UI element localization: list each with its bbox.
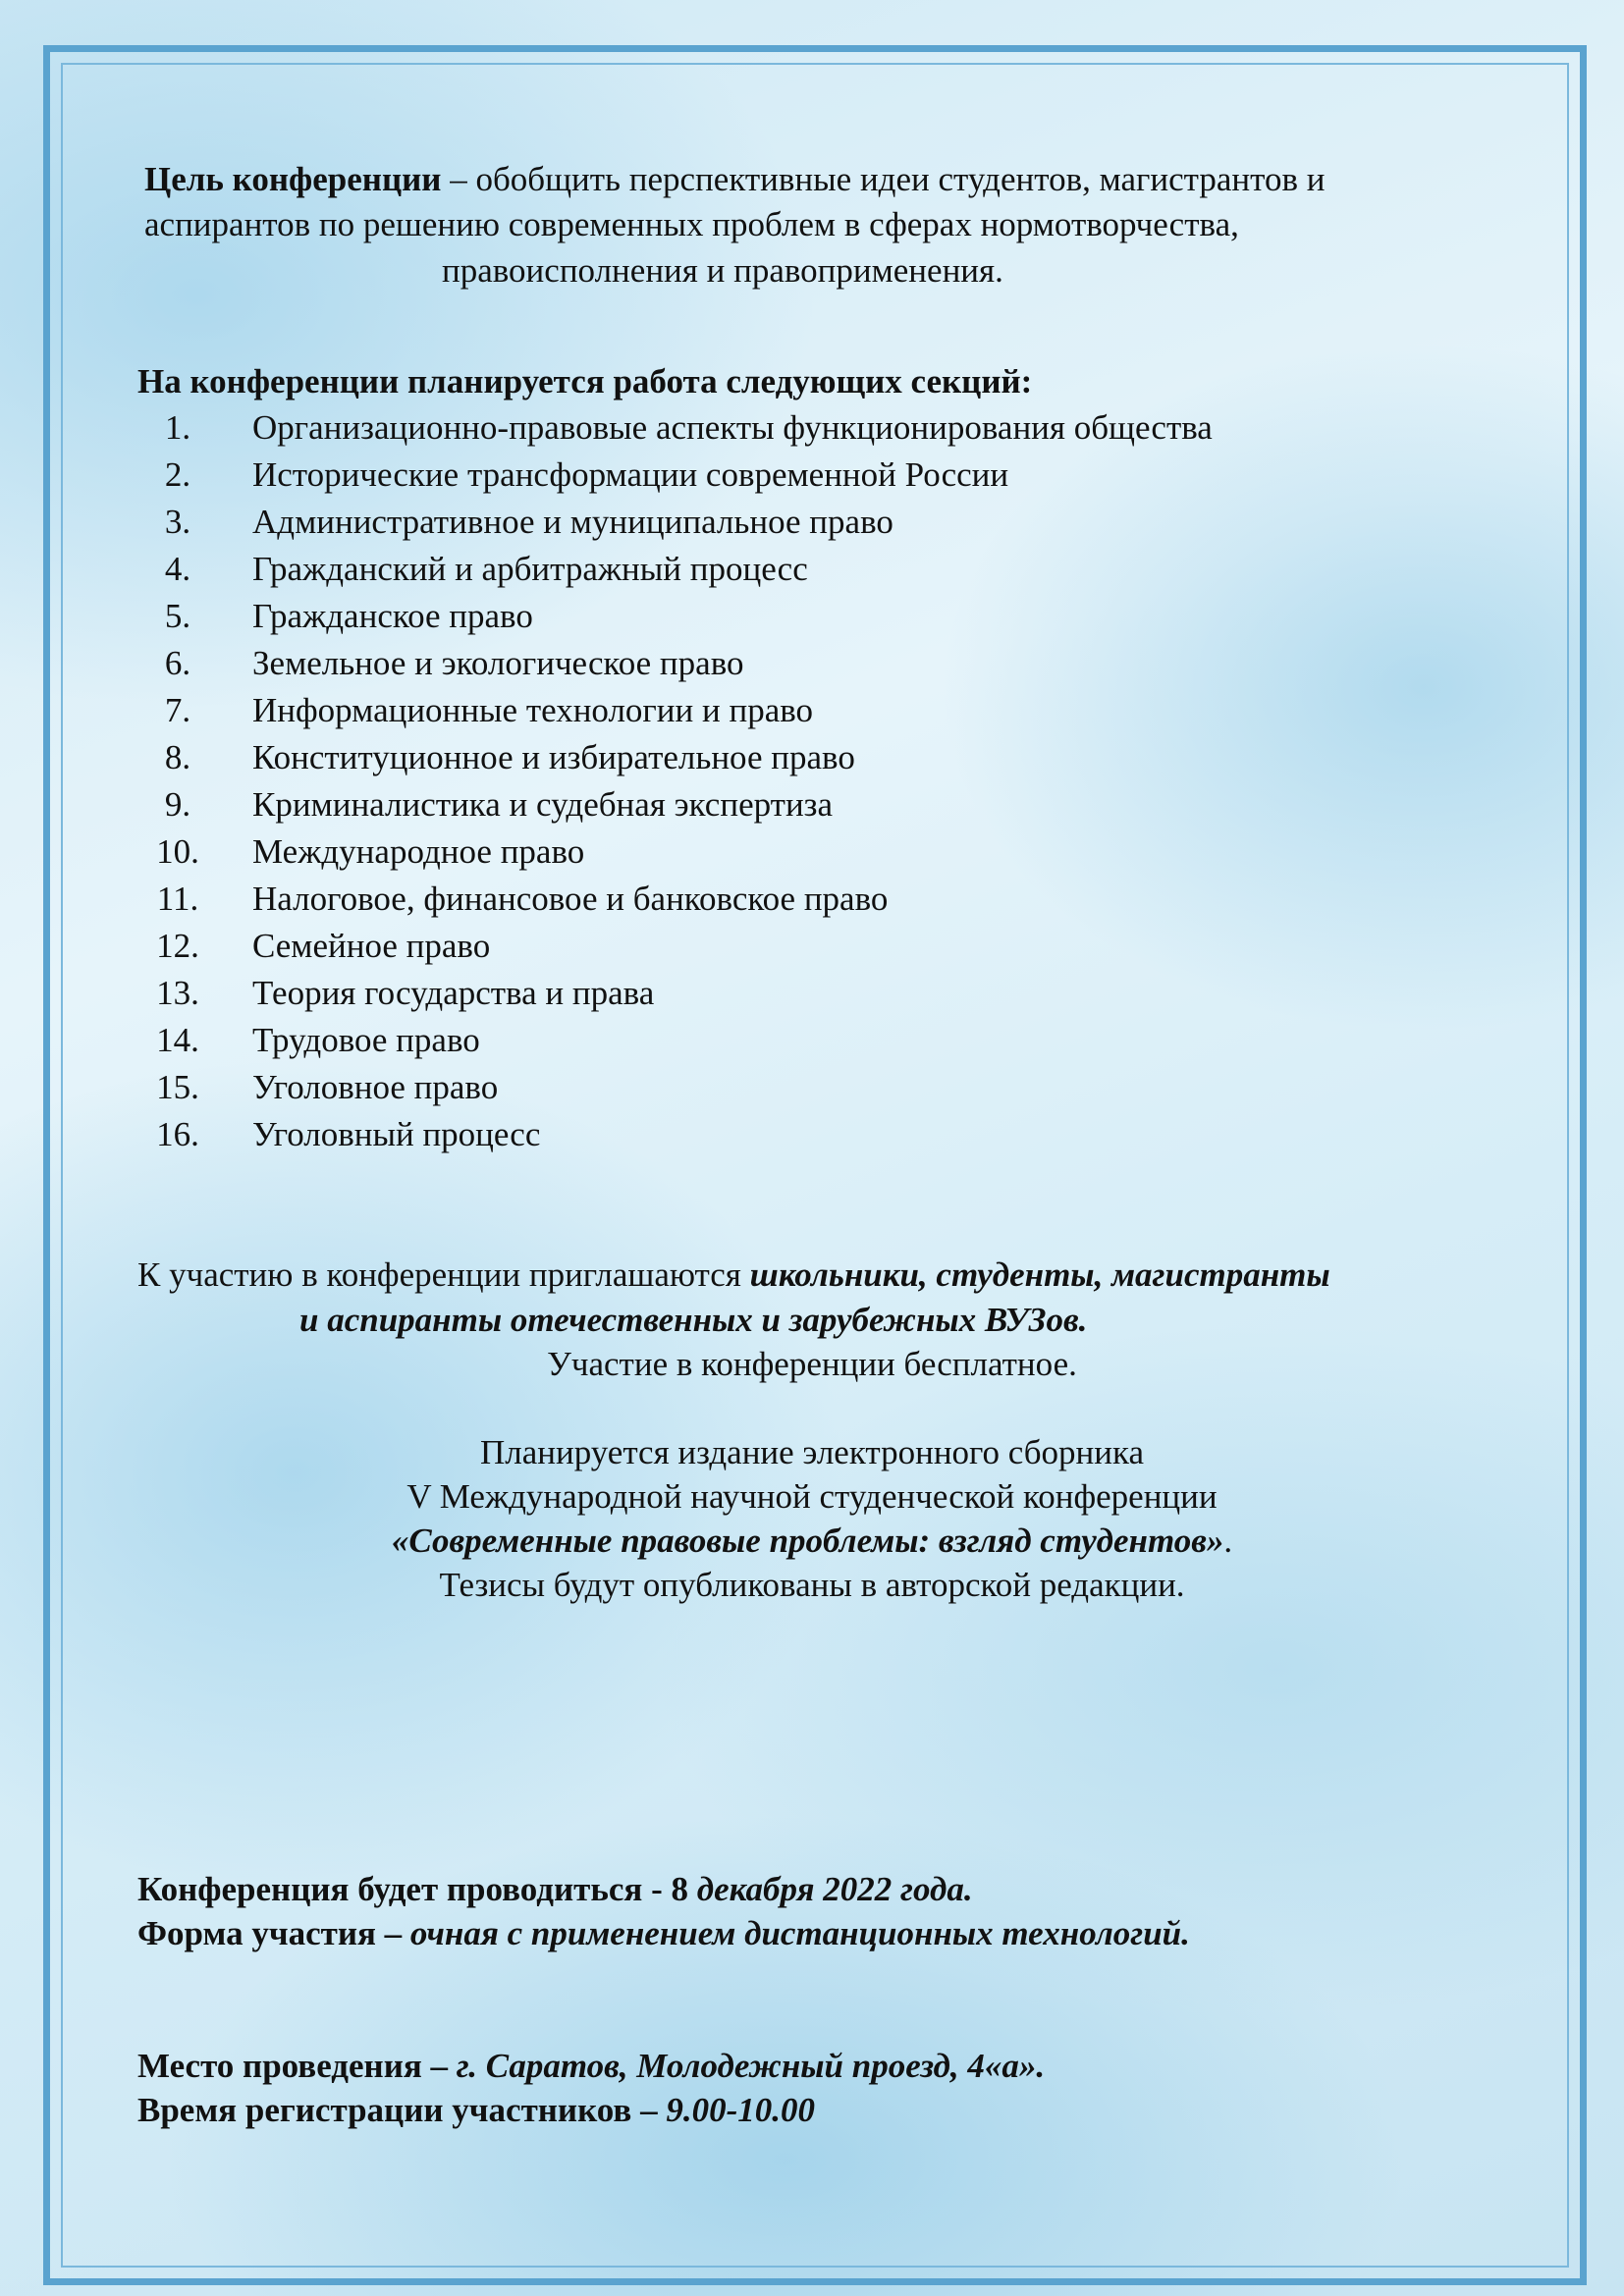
conference-date: Конференция будет проводиться - 8 декабря 2022 года.: [137, 1870, 973, 1908]
publication-line-4: Тезисы будут опубликованы в авторской редакции.: [439, 1566, 1185, 1604]
collection-title: «Современные правовые проблемы: взгляд студентов»: [391, 1522, 1224, 1560]
section-number: 10.: [156, 832, 199, 871]
venue-value: г. Саратов, Молодежный проезд, 4«а».: [456, 2047, 1046, 2085]
free-participation: Участие в конференции бесплатное.: [547, 1345, 1077, 1383]
section-item: Гражданское право: [252, 597, 533, 635]
goal-line-1: Цель конференции – обобщить перспективные идеи студентов, магистрантов и: [144, 160, 1326, 198]
section-number: 2.: [164, 455, 191, 494]
section-item: Административное и муниципальное право: [252, 503, 893, 541]
section-number: 12.: [156, 927, 199, 965]
section-number: 9.: [164, 785, 191, 824]
goal-label: Цель конференции: [144, 160, 442, 198]
section-number: 11.: [156, 880, 199, 918]
section-number: 4.: [164, 550, 191, 588]
sections-heading: На конференции планируется работа следующих секций:: [137, 362, 1033, 400]
form-value: очная с применением дистанционных технологий.: [409, 1914, 1190, 1952]
date-value: декабря 2022 года.: [696, 1870, 973, 1908]
section-item: Информационные технологии и право: [252, 691, 814, 729]
section-item: Теория государства и права: [252, 974, 655, 1012]
publication-line-2: V Международной научной студенческой конференции: [406, 1477, 1218, 1516]
section-number: 16.: [156, 1115, 199, 1153]
participation-form: Форма участия – очная с применением дистанционных технологий.: [137, 1914, 1190, 1952]
section-item: Гражданский и арбитражный процесс: [252, 550, 808, 588]
section-item: Семейное право: [252, 927, 491, 965]
invitation-audience: школьники, студенты, магистранты: [749, 1255, 1330, 1294]
section-item: Исторические трансформации современной России: [252, 455, 1009, 494]
publication-title-line: «Современные правовые проблемы: взгляд студентов».: [391, 1522, 1233, 1560]
goal-text-1: обобщить перспективные идеи студентов, магистрантов и: [475, 160, 1326, 198]
section-number: 14.: [156, 1021, 199, 1059]
section-number: 6.: [164, 644, 191, 682]
section-item: Земельное и экологическое право: [252, 644, 744, 682]
section-number: 1.: [164, 408, 191, 447]
registration-time: Время регистрации участников – 9.00-10.00: [137, 2091, 815, 2129]
section-number: 5.: [164, 597, 191, 635]
registration-value: 9.00-10.00: [666, 2091, 815, 2129]
invitation-line-1: К участию в конференции приглашаются школьники, студенты, магистранты: [137, 1255, 1330, 1294]
section-number: 7.: [164, 691, 191, 729]
invitation-line-2: и аспиранты отечественных и зарубежных ВУЗов.: [299, 1301, 1088, 1339]
section-number: 13.: [156, 974, 199, 1012]
goal-line-2: аспирантов по решению современных проблем в сферах нормотворчества,: [144, 205, 1239, 243]
goal-line-3: правоисполнения и правоприменения.: [442, 251, 1003, 290]
section-item: Конституционное и избирательное право: [252, 738, 855, 776]
section-item: Международное право: [252, 832, 585, 871]
section-item: Криминалистика и судебная экспертиза: [252, 785, 834, 824]
venue: Место проведения – г. Саратов, Молодежный проезд, 4«а».: [137, 2047, 1046, 2085]
section-number: 8.: [164, 738, 191, 776]
publication-line-1: Планируется издание электронного сборника: [479, 1433, 1145, 1471]
section-item: Уголовное право: [252, 1068, 499, 1106]
section-number: 3.: [164, 503, 191, 541]
section-item: Трудовое право: [252, 1021, 480, 1059]
section-item: Уголовный процесс: [252, 1115, 541, 1153]
section-number: 15.: [156, 1068, 199, 1106]
section-item: Организационно-правовые аспекты функционирования общества: [252, 408, 1213, 447]
section-item: Налоговое, финансовое и банковское право: [252, 880, 889, 918]
